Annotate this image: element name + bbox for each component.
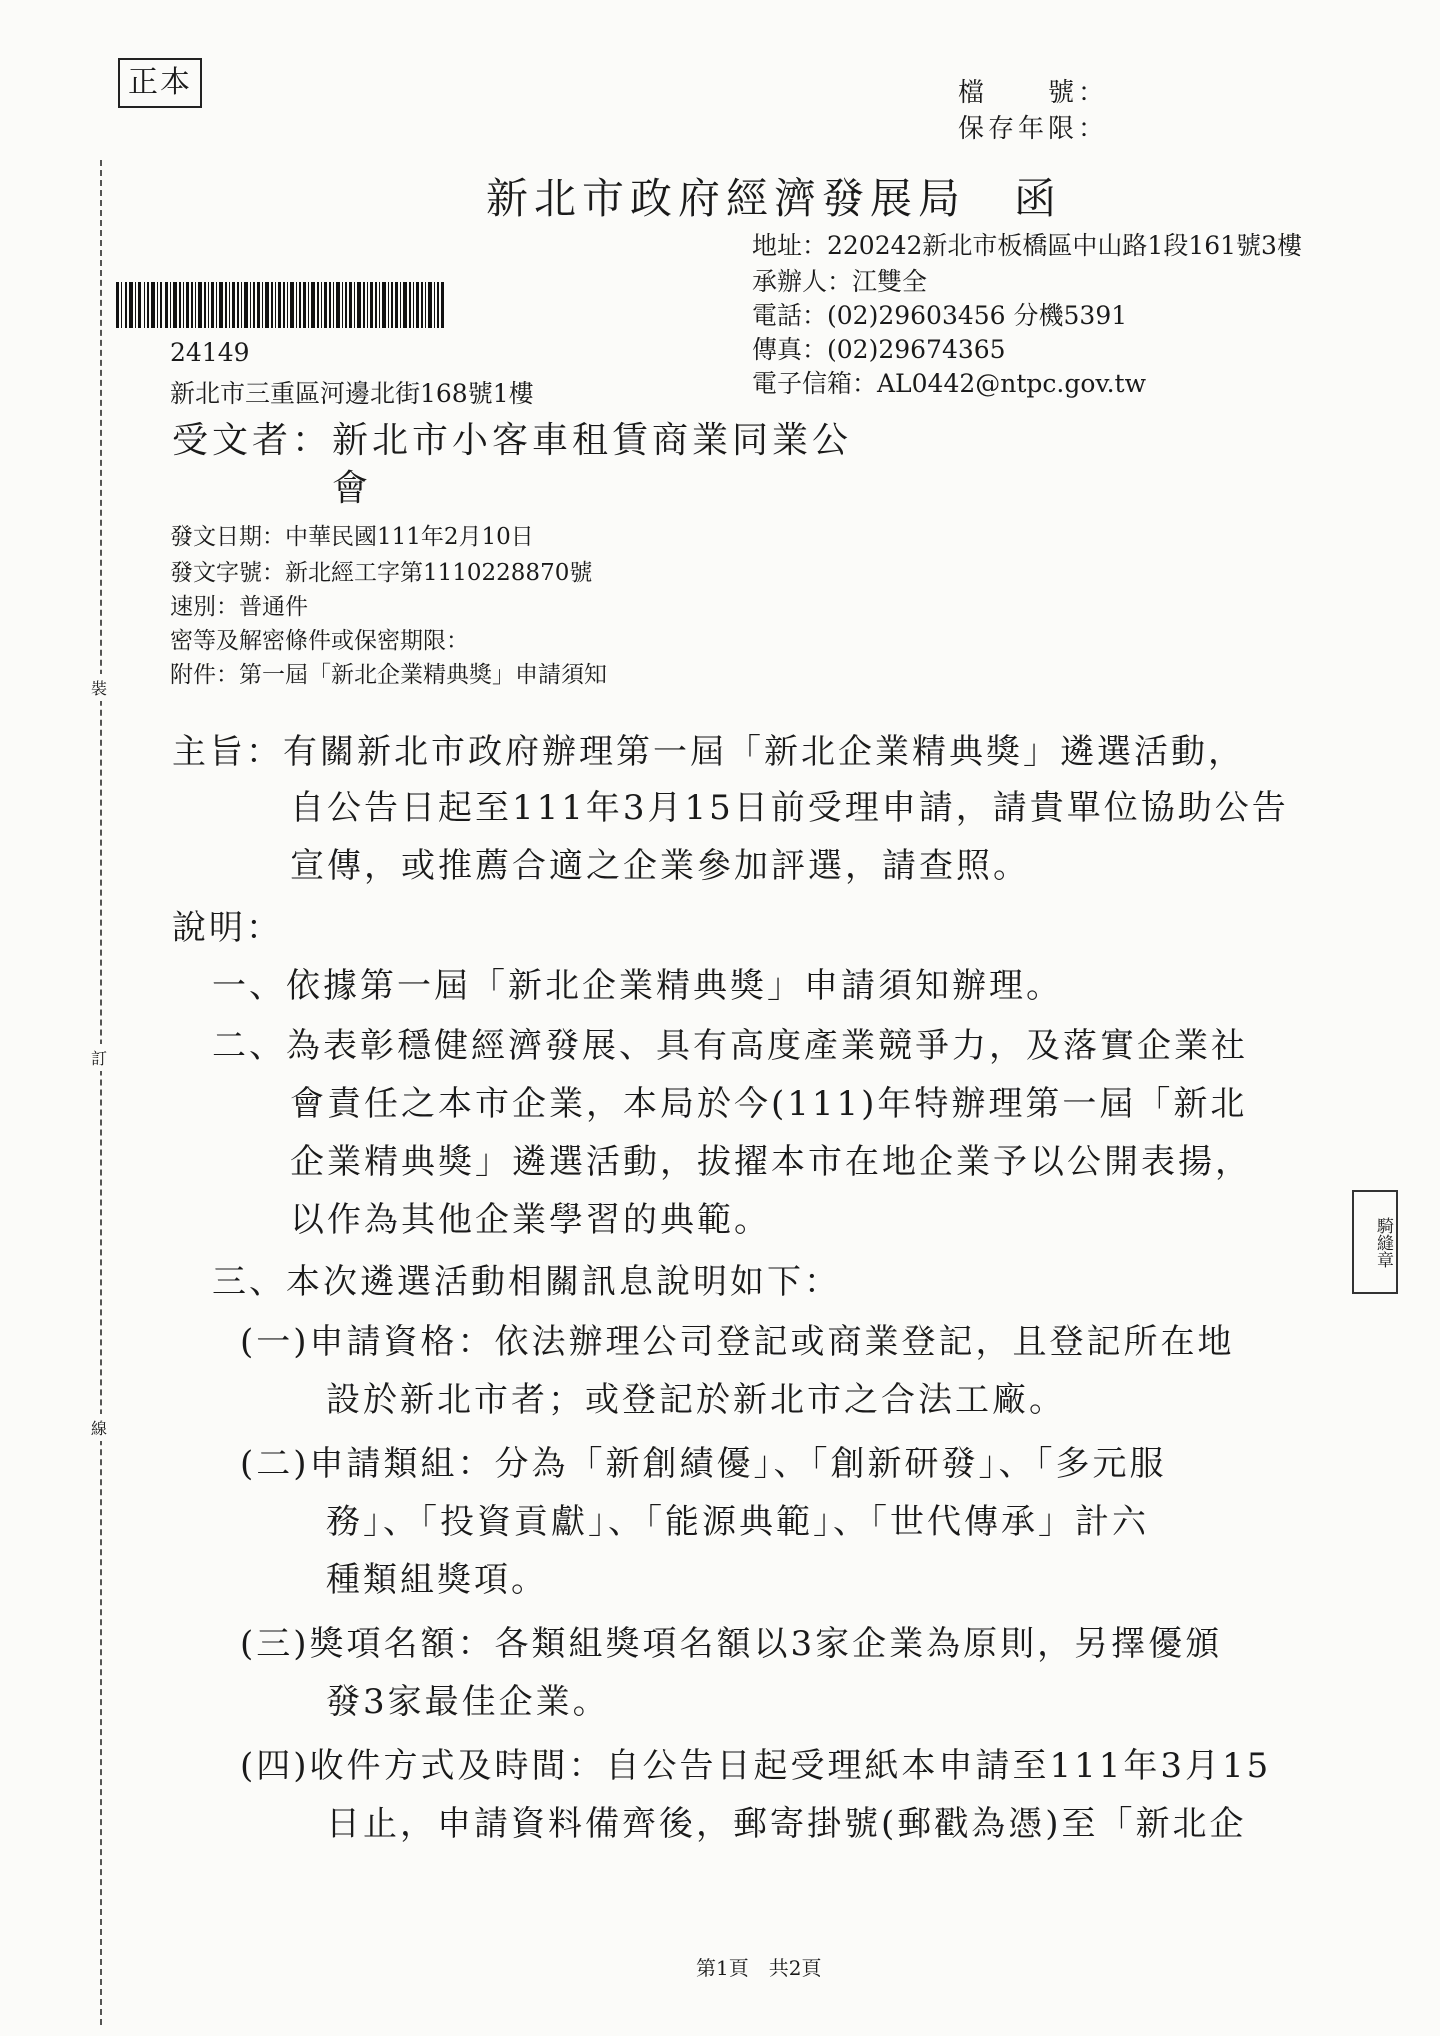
file-number-label: 檔 號： (958, 78, 1109, 108)
recipient-line-2: 會 (332, 468, 373, 509)
sub-item-4-line-1: (四)收件方式及時間：自公告日起受理紙本申請至111年3月15 (240, 1746, 1272, 1786)
subject-line-3: 宣傳，或推薦合適之企業參加評選，請查照。 (290, 846, 1030, 886)
sub-item-2-line-3: 種類組獎項。 (326, 1560, 548, 1600)
sub-item-4-line-2: 日止，申請資料備齊後，郵寄掛號(郵戳為憑)至「新北企 (326, 1804, 1247, 1844)
sender-address: 地址：220242新北市板橋區中山路1段161號3樓 (752, 231, 1302, 260)
explanation-item-1: 一、依據第一屆「新北企業精典獎」申請須知辦理。 (212, 966, 1063, 1006)
sub-item-3-line-1: (三)獎項名額：各類組獎項名額以3家企業為原則，另擇優頒 (240, 1624, 1223, 1664)
page-number: 第1頁 共2頁 (696, 1956, 822, 1980)
recipient-postal-code: 24149 (170, 338, 250, 367)
subject-line-2: 自公告日起至111年3月15日前受理申請，請貴單位協助公告 (290, 788, 1289, 828)
speed-category: 速別：普通件 (170, 594, 308, 620)
original-copy-stamp: 正本 (118, 58, 202, 108)
margin-mark-line: 線 (91, 1414, 107, 1441)
recipient-street-address: 新北市三重區河邊北街168號1樓 (170, 379, 534, 408)
sub-item-2-line-2: 務」、「投資貢獻」、「能源典範」、「世代傳承」計六 (326, 1502, 1149, 1542)
perforation-seal: 騎縫章 (1352, 1190, 1398, 1294)
document-title: 新北市政府經濟發展局 函 (486, 174, 1063, 223)
document-number: 發文字號：新北經工字第1110228870號 (170, 560, 593, 586)
explanation-item-2-line-2: 會責任之本市企業，本局於今(111)年特辦理第一屆「新北 (290, 1084, 1248, 1124)
attachment: 附件：第一屆「新北企業精典獎」申請須知 (170, 662, 607, 688)
phone: 電話：(02)29603456 分機5391 (752, 301, 1128, 330)
barcode (116, 282, 446, 328)
binding-dashed-line (100, 160, 102, 2025)
issue-date: 發文日期：中華民國111年2月10日 (170, 524, 534, 550)
fax: 傳真：(02)29674365 (752, 335, 1006, 364)
explanation-item-3: 三、本次遴選活動相關訊息說明如下： (212, 1262, 841, 1302)
explanation-heading: 說明： (172, 908, 283, 948)
recipient-line-1: 受文者：新北市小客車租賃商業同業公 (172, 420, 853, 461)
margin-mark-bind: 裝 (91, 674, 107, 701)
margin-mark-staple: 訂 (91, 1044, 107, 1071)
sub-item-2-line-1: (二)申請類組：分為「新創績優」、「創新研發」、「多元服 (240, 1444, 1167, 1484)
explanation-item-2-line-4: 以作為其他企業學習的典範。 (290, 1200, 771, 1240)
handler: 承辦人：江雙全 (752, 267, 928, 296)
retention-period-label: 保存年限： (958, 114, 1109, 144)
sub-item-1-line-1: (一)申請資格：依法辦理公司登記或商業登記，且登記所在地 (240, 1322, 1235, 1362)
secrecy-level: 密等及解密條件或保密期限： (170, 628, 469, 654)
subject-line-1: 主旨：有關新北市政府辦理第一屆「新北企業精典獎」遴選活動， (172, 732, 1245, 772)
sub-item-1-line-2: 設於新北市者；或登記於新北市之合法工廠。 (326, 1380, 1066, 1420)
explanation-item-2-line-3: 企業精典獎」遴選活動，拔擢本市在地企業予以公開表揚， (290, 1142, 1252, 1182)
explanation-item-2-line-1: 二、為表彰穩健經濟發展、具有高度產業競爭力，及落實企業社 (212, 1026, 1248, 1066)
email: 電子信箱：AL0442@ntpc.gov.tw (752, 369, 1146, 398)
sub-item-3-line-2: 發3家最佳企業。 (326, 1682, 610, 1722)
